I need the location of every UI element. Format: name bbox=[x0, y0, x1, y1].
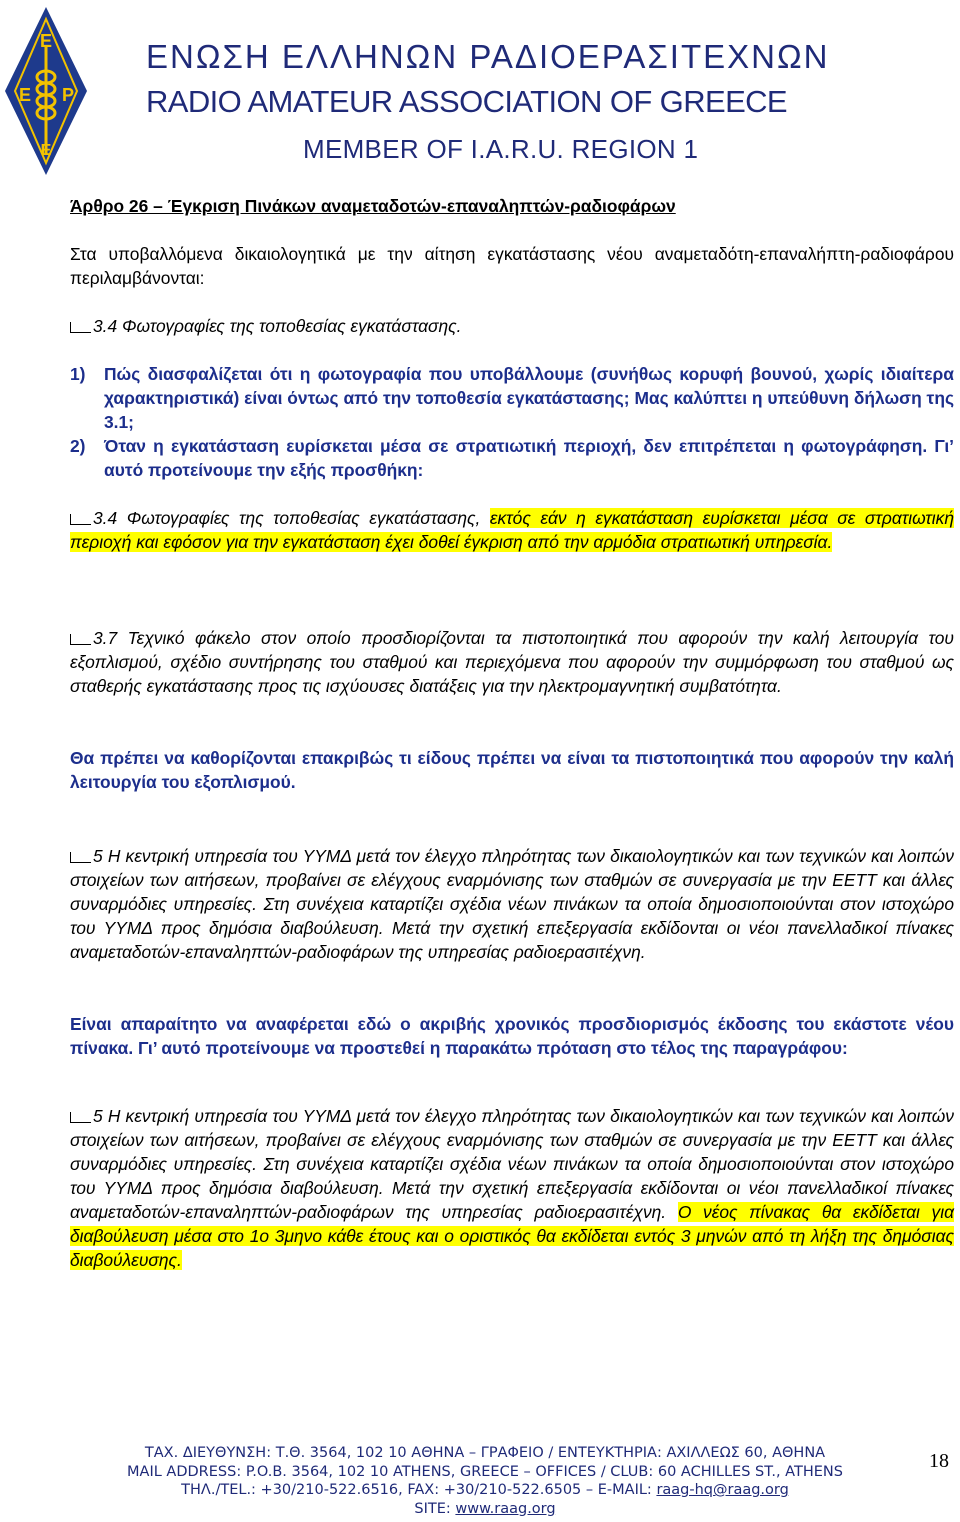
proposal-5-paragraph bbox=[70, 1104, 954, 1272]
header-iaru-membership: MEMBER OF I.A.R.U. REGION 1 bbox=[303, 134, 699, 164]
svg-text:Ε: Ε bbox=[40, 142, 52, 159]
indent-marker bbox=[70, 852, 91, 863]
item-5-paragraph bbox=[70, 844, 954, 964]
question-text: Πώς διασφαλίζεται ότι η φωτογραφία που υποβάλλουμε (συνήθως κορυφή βουνού, χωρίς ιδιαίτερα χαρακτηριστικά) είναι όντως από την τοποθεσία εγκατάστασης; Μας καλύπτει η υπεύθυνη δήλωση της 3.1; bbox=[104, 364, 954, 432]
item-3-7-paragraph bbox=[70, 626, 954, 698]
header-association-greek: ΕΝΩΣΗ ΕΛΛΗΝΩΝ ΡΑΔΙΟΕΡΑΣΙΤΕΧΝΩΝ bbox=[146, 38, 830, 75]
proposal-3-4-plain: 3.4 Φωτογραφίες της τοποθεσίας εγκατάστασης, bbox=[93, 508, 490, 528]
comment-5-paragraph: Είναι απαραίτητο να αναφέρεται εδώ ο ακριβής χρονικός προσδιορισμός έκδοσης του εκάστοτε νέου πίνακα. Γι’ αυτό προτείνουμε να προστεθεί η παρακάτω πρόταση στο τέλος της παραγράφου: bbox=[70, 1014, 954, 1058]
indent-marker bbox=[70, 322, 91, 333]
footer-phone-fax: ΤΗΛ./TEL.: +30/210-522.6516, FAX: +30/210-522.6505 – E-MAIL: bbox=[181, 1482, 657, 1498]
article-title: Άρθρο 26 – Έγκριση Πινάκων αναμεταδοτών-επαναληπτών-ραδιοφάρων bbox=[70, 196, 676, 216]
footer-email-link[interactable]: raag-hq@raag.org bbox=[656, 1482, 789, 1498]
question-item bbox=[70, 434, 954, 482]
question-number: 2) bbox=[70, 436, 86, 456]
proposal-5-plain: 5 Η κεντρική υπηρεσία του ΥΥΜΔ μετά τον έλεγχο πληρότητας των δικαιολογητικών και των τεχνικών και λοιπών στοιχείων των αιτήσεων, προβαίνει σε ελέγχους εναρμόνισης των σταθμών σε συνεργασία με την ΕΕΤΤ και άλλες συναρμόδιες υπηρεσίες. Στη συνέχεια καταρτίζει σχέδια νέων πινάκων τα οποία δημοσιοποιούνται στον ιστοχώρο του ΥΥΜΔ προς δημόσια διαβούλευση. Μετά την σχετική επεξεργασία εκδίδονται οι νέοι πανελλαδικοί πίνακες αναμεταδοτών-επαναληπτών-ραδιοφάρων της υπηρεσίας ραδιοερασιτέχνη. bbox=[70, 1106, 954, 1222]
footer-contacts bbox=[60, 1481, 910, 1500]
question-number: 1) bbox=[70, 364, 86, 384]
item-3-7-text: 3.7 Τεχνικό φάκελο στον οποίο προσδιορίζονται τα πιστοποιητικά που αφορούν την καλή λειτουργία του εξοπλισμού, σχέδιο συντήρησης του σταθμού και περιεχόμενα που αφορούν την συμμόρφωση του σταθμού ως σταθερής εγκατάστασης προς τις ισχύουσες διατάξεις για την ηλεκτρομαγνητική συμβατότητα. bbox=[70, 628, 954, 696]
item-3-4-paragraph bbox=[70, 314, 954, 338]
proposal-3-4-highlight: εκτός εάν η εγκατάσταση ευρίσκεται μέσα σε στρατιωτική περιοχή και εφόσον για την εγκατάσταση έχει δοθεί έγκριση από την αρμόδια στρατιωτική υπηρεσία. bbox=[70, 508, 954, 552]
footer-site-link[interactable]: www.raag.org bbox=[455, 1500, 556, 1517]
item-3-4-text: 3.4 Φωτογραφίες της τοποθεσίας εγκατάστασης. bbox=[93, 316, 462, 336]
header-association-english: RADIO AMATEUR ASSOCIATION OF GREECE bbox=[146, 84, 788, 119]
footer-postal-english: MAIL ADDRESS: P.O.B. 3564, 102 10 ATHENS, GREECE – OFFICES / CLUB: 60 ACHILLES ST., ATHENS bbox=[127, 1463, 843, 1480]
questions-list bbox=[70, 362, 954, 482]
svg-text:Ε: Ε bbox=[39, 31, 53, 51]
comment-3-7-paragraph: Θα πρέπει να καθορίζονται επακριβώς τι είδους πρέπει να είναι τα πιστοποιητικά που αφορούν την καλή λειτουργία του εξοπλισμού. bbox=[70, 748, 954, 792]
item-5-text: 5 Η κεντρική υπηρεσία του ΥΥΜΔ μετά τον έλεγχο πληρότητας των δικαιολογητικών και των τεχνικών και λοιπών στοιχείων των αιτήσεων, προβαίνει σε ελέγχους εναρμόνισης των σταθμών σε συνεργασία με την ΕΕΤΤ και άλλες συναρμόδιες υπηρεσίες. Στη συνέχεια καταρτίζει σχέδια νέων πινάκων τα οποία δημοσιοποιούνται στον ιστοχώρο του ΥΥΜΔ προς δημόσια διαβούλευση. Μετά την σχετική επεξεργασία εκδίδονται οι νέοι πανελλαδικοί πίνακες αναμεταδοτών-επαναληπτών-ραδιοφάρων της υπηρεσίας ραδιοερασιτέχνη. bbox=[70, 846, 954, 962]
raag-logo bbox=[3, 5, 89, 177]
page-footer bbox=[60, 1444, 910, 1518]
footer-site-label: SITE: bbox=[414, 1500, 456, 1517]
indent-marker bbox=[70, 514, 91, 525]
page-number: 18 bbox=[929, 1450, 949, 1472]
indent-marker bbox=[70, 1112, 91, 1123]
question-item bbox=[70, 362, 954, 434]
intro-paragraph: Στα υποβαλλόμενα δικαιολογητικά με την αίτηση εγκατάστασης νέου αναμεταδότη-επαναλήπτη-ραδιοφάρου περιλαμβάνονται: bbox=[70, 244, 954, 288]
proposal-5-highlight: Ο νέος πίνακας θα εκδίδεται για διαβούλευση μέσα στο 1ο 3μηνο κάθε έτους και ο οριστικός θα εκδίδεται εντός 3 μηνών από τη λήξη της δημόσιας διαβούλευσης. bbox=[70, 1202, 954, 1270]
svg-text:Ε: Ε bbox=[18, 85, 32, 105]
indent-marker bbox=[70, 634, 91, 645]
proposal-3-4-paragraph bbox=[70, 506, 954, 554]
footer-postal-greek: ΤΑΧ. ΔΙΕΥΘΥΝΣΗ: Τ.Θ. 3564, 102 10 ΑΘΗΝΑ – ΓΡΑΦΕΙΟ / ΕΝΤΕΥΚΤΗΡΙΑ: ΑΧΙΛΛΕΩΣ 60, ΑΘΗΝΑ bbox=[144, 1445, 826, 1461]
footer-site bbox=[60, 1500, 910, 1519]
question-text: Όταν η εγκατάσταση ευρίσκεται μέσα σε στρατιωτική περιοχή, δεν επιτρέπεται η φωτογράφηση. Γι’ αυτό προτείνουμε την εξής προσθήκη: bbox=[104, 436, 954, 480]
svg-text:Ρ: Ρ bbox=[61, 85, 75, 105]
